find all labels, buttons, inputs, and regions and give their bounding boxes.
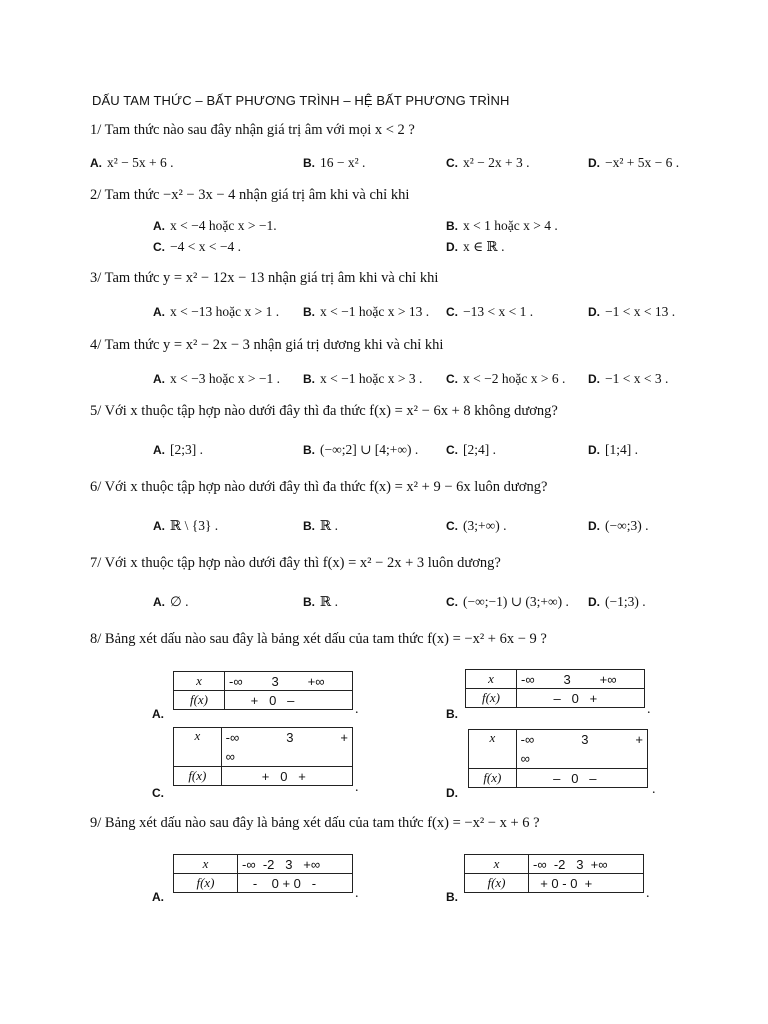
q2-option-d[interactable]: D. x ∈ ℝ . — [446, 239, 505, 254]
q5-option-b[interactable]: B. (−∞;2] ∪ [4;+∞) . — [303, 442, 419, 457]
q1-option-c[interactable]: C. x² − 2x + 3 . — [446, 155, 530, 170]
period: . — [647, 702, 651, 717]
period: . — [355, 702, 359, 717]
q9-option-a-label[interactable]: A. — [152, 890, 164, 904]
x-header: x — [465, 855, 529, 874]
f-header: f(x) — [174, 767, 222, 786]
q8-option-c-label[interactable]: C. — [152, 786, 164, 800]
period: . — [355, 886, 359, 901]
f-row: - 0 + 0 - — [238, 874, 353, 893]
x-row: -∞ 3 +∞ — [517, 670, 645, 689]
q3-option-d[interactable]: D. −1 < x < 13 . — [588, 304, 676, 319]
q7-option-a[interactable]: A. ∅ . — [153, 594, 189, 609]
x-row: -∞ 3 + — [225, 730, 348, 745]
q2-option-b[interactable]: B. x < 1 hoặc x > 4 . — [446, 218, 558, 233]
q6-option-b[interactable]: B. ℝ . — [303, 518, 338, 533]
question-9: 9/ Bảng xét dấu nào sau đây là bảng xét dấu của tam thức f(x) = −x² − x + 6 ? — [90, 815, 540, 831]
q9-sign-table-b — [464, 854, 644, 893]
q8-option-b-label[interactable]: B. — [446, 707, 458, 721]
x-row-cell — [516, 730, 647, 769]
q1-option-a[interactable]: A. x² − 5x + 6 . — [90, 155, 174, 170]
q8-sign-table-c — [173, 727, 353, 786]
period: . — [652, 782, 656, 797]
f-header: f(x) — [465, 874, 529, 893]
x-header: x — [174, 728, 222, 767]
f-row: + 0 - 0 + — [529, 874, 644, 893]
q7-option-b[interactable]: B. ℝ . — [303, 594, 338, 609]
q8-sign-table-d — [468, 729, 648, 788]
q4-option-d[interactable]: D. −1 < x < 3 . — [588, 371, 669, 386]
x-row-infinity: ∞ — [225, 749, 235, 764]
q8-sign-table-a — [173, 671, 353, 710]
x-row: -∞ -2 3 +∞ — [238, 855, 353, 874]
x-header: x — [469, 730, 517, 769]
q5-option-a[interactable]: A. [2;3] . — [153, 442, 203, 457]
f-row: – 0 – — [516, 769, 647, 788]
question-3: 3/ Tam thức y = x² − 12x − 13 nhận giá trị âm khi và chỉ khi — [90, 270, 439, 286]
q8-sign-table-b — [465, 669, 645, 708]
x-row: -∞ -2 3 +∞ — [529, 855, 644, 874]
q6-option-a[interactable]: A. ℝ \ {3} . — [153, 518, 219, 533]
q9-option-b-label[interactable]: B. — [446, 890, 458, 904]
period: . — [355, 780, 359, 795]
q6-option-d[interactable]: D. (−∞;3) . — [588, 518, 649, 533]
x-header: x — [174, 855, 238, 874]
x-header: x — [466, 670, 517, 689]
q3-option-b[interactable]: B. x < −1 hoặc x > 13 . — [303, 304, 430, 319]
q9-sign-table-a — [173, 854, 353, 893]
x-row-cell — [221, 728, 352, 767]
q1-option-d[interactable]: D. −x² + 5x − 6 . — [588, 155, 680, 170]
q8-option-a-label[interactable]: A. — [152, 707, 164, 721]
q7-option-c[interactable]: C. (−∞;−1) ∪ (3;+∞) . — [446, 594, 569, 609]
question-7: 7/ Với x thuộc tập hợp nào dưới đây thì f(x) = x² − 2x + 3 luôn dương? — [90, 555, 501, 571]
q5-option-d[interactable]: D. [1;4] . — [588, 442, 638, 457]
f-header: f(x) — [174, 874, 238, 893]
q7-option-d[interactable]: D. (−1;3) . — [588, 594, 646, 609]
x-row: -∞ 3 + — [520, 732, 643, 747]
question-4: 4/ Tam thức y = x² − 2x − 3 nhận giá trị dương khi và chỉ khi — [90, 337, 444, 353]
period: . — [646, 886, 650, 901]
x-row: -∞ 3 +∞ — [225, 672, 353, 691]
q2-option-c[interactable]: C. −4 < x < −4 . — [153, 239, 241, 254]
q6-option-c[interactable]: C. (3;+∞) . — [446, 518, 507, 533]
q3-option-a[interactable]: A. x < −13 hoặc x > 1 . — [153, 304, 280, 319]
q1-option-b[interactable]: B. 16 − x² . — [303, 155, 366, 170]
f-header: f(x) — [174, 691, 225, 710]
question-5: 5/ Với x thuộc tập hợp nào dưới đây thì đa thức f(x) = x² − 6x + 8 không dương? — [90, 403, 558, 419]
question-8: 8/ Bảng xét dấu nào sau đây là bảng xét dấu của tam thức f(x) = −x² + 6x − 9 ? — [90, 631, 547, 647]
q5-option-c[interactable]: C. [2;4] . — [446, 442, 496, 457]
q4-option-b[interactable]: B. x < −1 hoặc x > 3 . — [303, 371, 423, 386]
question-6: 6/ Với x thuộc tập hợp nào dưới đây thì đa thức f(x) = x² + 9 − 6x luôn dương? — [90, 479, 548, 495]
f-row: + 0 – — [225, 691, 353, 710]
x-header: x — [174, 672, 225, 691]
x-row-infinity: ∞ — [520, 751, 530, 766]
page-title: DẤU TAM THỨC – BẤT PHƯƠNG TRÌNH – HỆ BẤT PHƯƠNG TRÌNH — [92, 93, 510, 108]
f-header: f(x) — [466, 689, 517, 708]
q4-option-c[interactable]: C. x < −2 hoặc x > 6 . — [446, 371, 566, 386]
q3-option-c[interactable]: C. −13 < x < 1 . — [446, 304, 534, 319]
f-row: + 0 + — [221, 767, 352, 786]
f-row: – 0 + — [517, 689, 645, 708]
q4-option-a[interactable]: A. x < −3 hoặc x > −1 . — [153, 371, 280, 386]
q8-option-d-label[interactable]: D. — [446, 786, 458, 800]
f-header: f(x) — [469, 769, 517, 788]
question-2: 2/ Tam thức −x² − 3x − 4 nhận giá trị âm khi và chỉ khi — [90, 187, 410, 203]
question-1: 1/ Tam thức nào sau đây nhận giá trị âm với mọi x < 2 ? — [90, 122, 415, 138]
q2-option-a[interactable]: A. x < −4 hoặc x > −1. — [153, 218, 277, 233]
